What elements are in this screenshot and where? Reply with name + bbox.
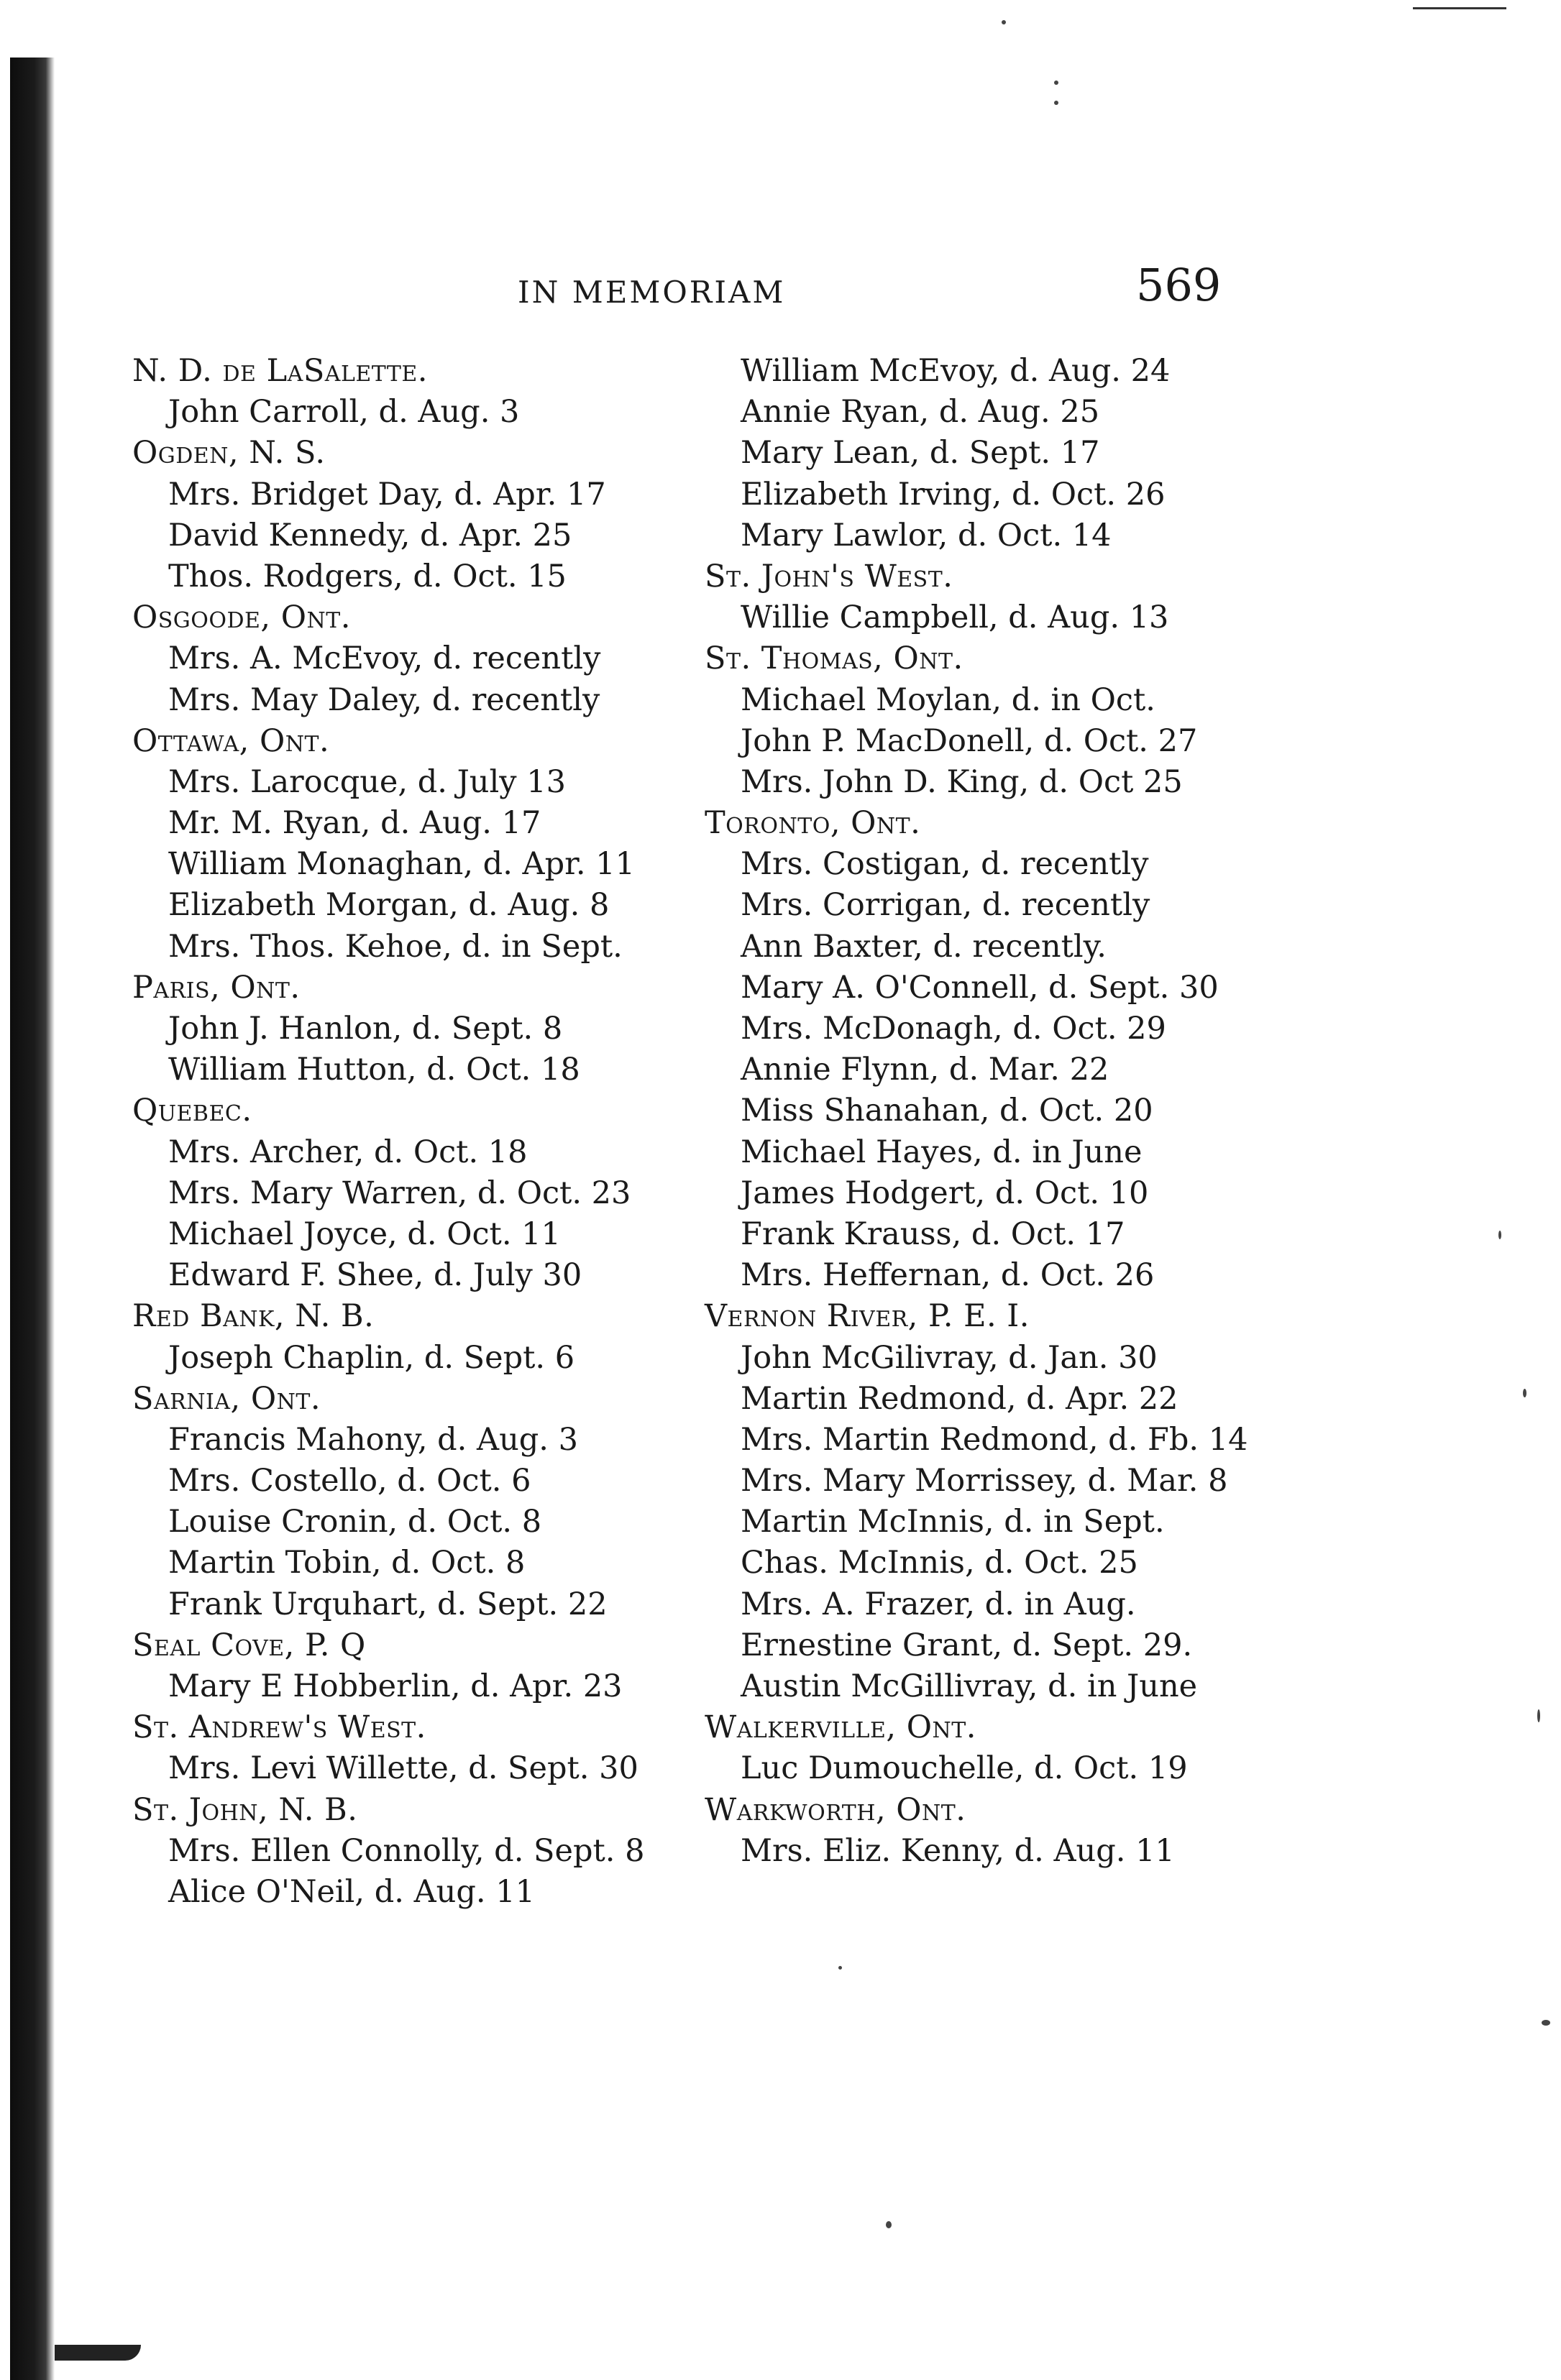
memorial-entry: Ernestine Grant, d. Sept. 29. [741, 1627, 1193, 1663]
memorial-entry: Mr. M. Ryan, d. Aug. 17 [168, 805, 541, 842]
memorial-entry: Austin McGillivray, d. in June [741, 1668, 1198, 1704]
scan-edge-rule [1413, 7, 1506, 9]
memorial-entry: Frank Urquhart, d. Sept. 22 [168, 1586, 608, 1622]
memorial-entry: Frank Krauss, d. Oct. 17 [741, 1216, 1125, 1252]
memorial-entry: Elizabeth Morgan, d. Aug. 8 [168, 887, 610, 924]
memorial-entry: Mrs. Eliz. Kenny, d. Aug. 11 [741, 1832, 1175, 1869]
page-header [0, 259, 1561, 323]
memorial-entry: Thos. Rodgers, d. Oct. 15 [168, 558, 567, 594]
place-heading: Warkworth, Ont. [705, 1791, 966, 1828]
place-heading: N. D. de LaSalette. [132, 353, 428, 389]
memorial-entry: Mrs. Heffernan, d. Oct. 26 [741, 1257, 1155, 1294]
running-title: IN MEMORIAM [518, 275, 786, 310]
memorial-entry: Mrs. Thos. Kehoe, d. in Sept. [168, 928, 623, 965]
place-heading: St. John, N. B. [132, 1791, 358, 1828]
left-column [132, 351, 722, 1913]
place-heading: St. John's West. [705, 558, 953, 594]
place-heading: Toronto, Ont. [705, 805, 921, 842]
memorial-entry: Mrs. May Daley, d. recently [168, 681, 600, 718]
memorial-entry: Mrs. McDonagh, d. Oct. 29 [741, 1011, 1166, 1047]
memorial-entry: John McGilivray, d. Jan. 30 [741, 1339, 1158, 1376]
memorial-entry: Elizabeth Irving, d. Oct. 26 [741, 476, 1166, 513]
place-heading: Seal Cove, P. Q [132, 1627, 366, 1663]
memorial-entry: Mrs. Larocque, d. July 13 [168, 763, 566, 800]
memorial-entry: Mrs. Costigan, d. recently [741, 846, 1149, 883]
place-heading: Quebec. [132, 1093, 252, 1129]
scan-speck [1054, 101, 1058, 105]
scan-speck [838, 1966, 842, 1970]
memorial-entry: James Hodgert, d. Oct. 10 [741, 1175, 1149, 1211]
place-heading: Red Bank, N. B. [132, 1298, 375, 1335]
memorial-entry: Michael Moylan, d. in Oct. [741, 681, 1155, 718]
place-heading: Vernon River, P. E. I. [705, 1298, 1030, 1335]
scan-speck [1498, 1231, 1501, 1239]
memorial-entry: Edward F. Shee, d. July 30 [168, 1257, 582, 1294]
memorial-entry: Mrs. Mary Morrissey, d. Mar. 8 [741, 1463, 1228, 1499]
memorial-entry: Martin McInnis, d. in Sept. [741, 1504, 1165, 1540]
scan-speck [1054, 81, 1058, 85]
place-heading: Walkerville, Ont. [705, 1709, 976, 1746]
memorial-entry: John P. MacDonell, d. Oct. 27 [741, 722, 1198, 759]
memorial-entry: Mrs. Ellen Connolly, d. Sept. 8 [168, 1832, 645, 1869]
memorial-entry: Chas. McInnis, d. Oct. 25 [741, 1545, 1138, 1581]
memorial-entry: Alice O'Neil, d. Aug. 11 [168, 1873, 535, 1910]
memorial-entry: Louise Cronin, d. Oct. 8 [168, 1504, 542, 1540]
memorial-entry: Mrs. Costello, d. Oct. 6 [168, 1463, 531, 1499]
memorial-entry: Michael Hayes, d. in June [741, 1134, 1143, 1170]
memorial-entry: Mrs. John D. King, d. Oct 25 [741, 763, 1183, 800]
memorial-entry: Joseph Chaplin, d. Sept. 6 [168, 1339, 575, 1376]
memorial-entry: Willie Campbell, d. Aug. 13 [741, 599, 1169, 636]
memorial-entry: Annie Flynn, d. Mar. 22 [741, 1052, 1109, 1088]
memorial-entry: Mrs. A. McEvoy, d. recently [168, 640, 601, 677]
memorial-entry: Ann Baxter, d. recently. [741, 928, 1107, 965]
place-heading: Ogden, N. S. [132, 435, 326, 472]
memorial-entry: William Monaghan, d. Apr. 11 [168, 846, 635, 883]
page-number: 569 [1136, 259, 1222, 311]
place-heading: Paris, Ont. [132, 969, 301, 1006]
book-spine-foot [55, 2345, 141, 2361]
memorial-entry: William McEvoy, d. Aug. 24 [741, 353, 1171, 389]
right-column [705, 351, 1294, 1872]
scan-speck [1523, 1389, 1526, 1397]
scan-speck [1542, 2020, 1550, 2026]
memorial-entry: Mrs. Archer, d. Oct. 18 [168, 1134, 528, 1170]
memorial-entry: Mary E Hobberlin, d. Apr. 23 [168, 1668, 623, 1704]
memorial-entry: Miss Shanahan, d. Oct. 20 [741, 1093, 1153, 1129]
memorial-entry: Mrs. A. Frazer, d. in Aug. [741, 1586, 1136, 1622]
memorial-entry: Michael Joyce, d. Oct. 11 [168, 1216, 561, 1252]
book-spine-shadow [10, 58, 55, 2380]
memorial-entry: Francis Mahony, d. Aug. 3 [168, 1421, 578, 1458]
memorial-entry: John J. Hanlon, d. Sept. 8 [168, 1011, 563, 1047]
memorial-entry: Mrs. Levi Willette, d. Sept. 30 [168, 1750, 638, 1787]
memorial-entry: Martin Redmond, d. Apr. 22 [741, 1380, 1178, 1417]
place-heading: Sarnia, Ont. [132, 1380, 321, 1417]
memorial-entry: Luc Dumouchelle, d. Oct. 19 [741, 1750, 1188, 1787]
scan-speck [1002, 20, 1006, 24]
place-heading: St. Andrew's West. [132, 1709, 426, 1746]
memorial-entry: Martin Tobin, d. Oct. 8 [168, 1545, 526, 1581]
memorial-entry: David Kennedy, d. Apr. 25 [168, 517, 572, 553]
place-heading: St. Thomas, Ont. [705, 640, 963, 677]
scan-speck [1537, 1709, 1540, 1722]
memorial-entry: John Carroll, d. Aug. 3 [168, 394, 520, 431]
place-heading: Osgoode, Ont. [132, 599, 351, 636]
memorial-entry: Annie Ryan, d. Aug. 25 [741, 394, 1100, 431]
memorial-entry: Mrs. Bridget Day, d. Apr. 17 [168, 476, 606, 513]
memorial-entry: Mary Lean, d. Sept. 17 [741, 435, 1100, 472]
memorial-entry: Mrs. Corrigan, d. recently [741, 887, 1150, 924]
memorial-entry: Mary Lawlor, d. Oct. 14 [741, 517, 1112, 553]
memorial-entry: William Hutton, d. Oct. 18 [168, 1052, 580, 1088]
memorial-entry: Mary A. O'Connell, d. Sept. 30 [741, 969, 1219, 1006]
memorial-entry: Mrs. Martin Redmond, d. Fb. 14 [741, 1421, 1248, 1458]
place-heading: Ottawa, Ont. [132, 722, 330, 759]
scan-speck [886, 2221, 892, 2228]
memorial-entry: Mrs. Mary Warren, d. Oct. 23 [168, 1175, 631, 1211]
